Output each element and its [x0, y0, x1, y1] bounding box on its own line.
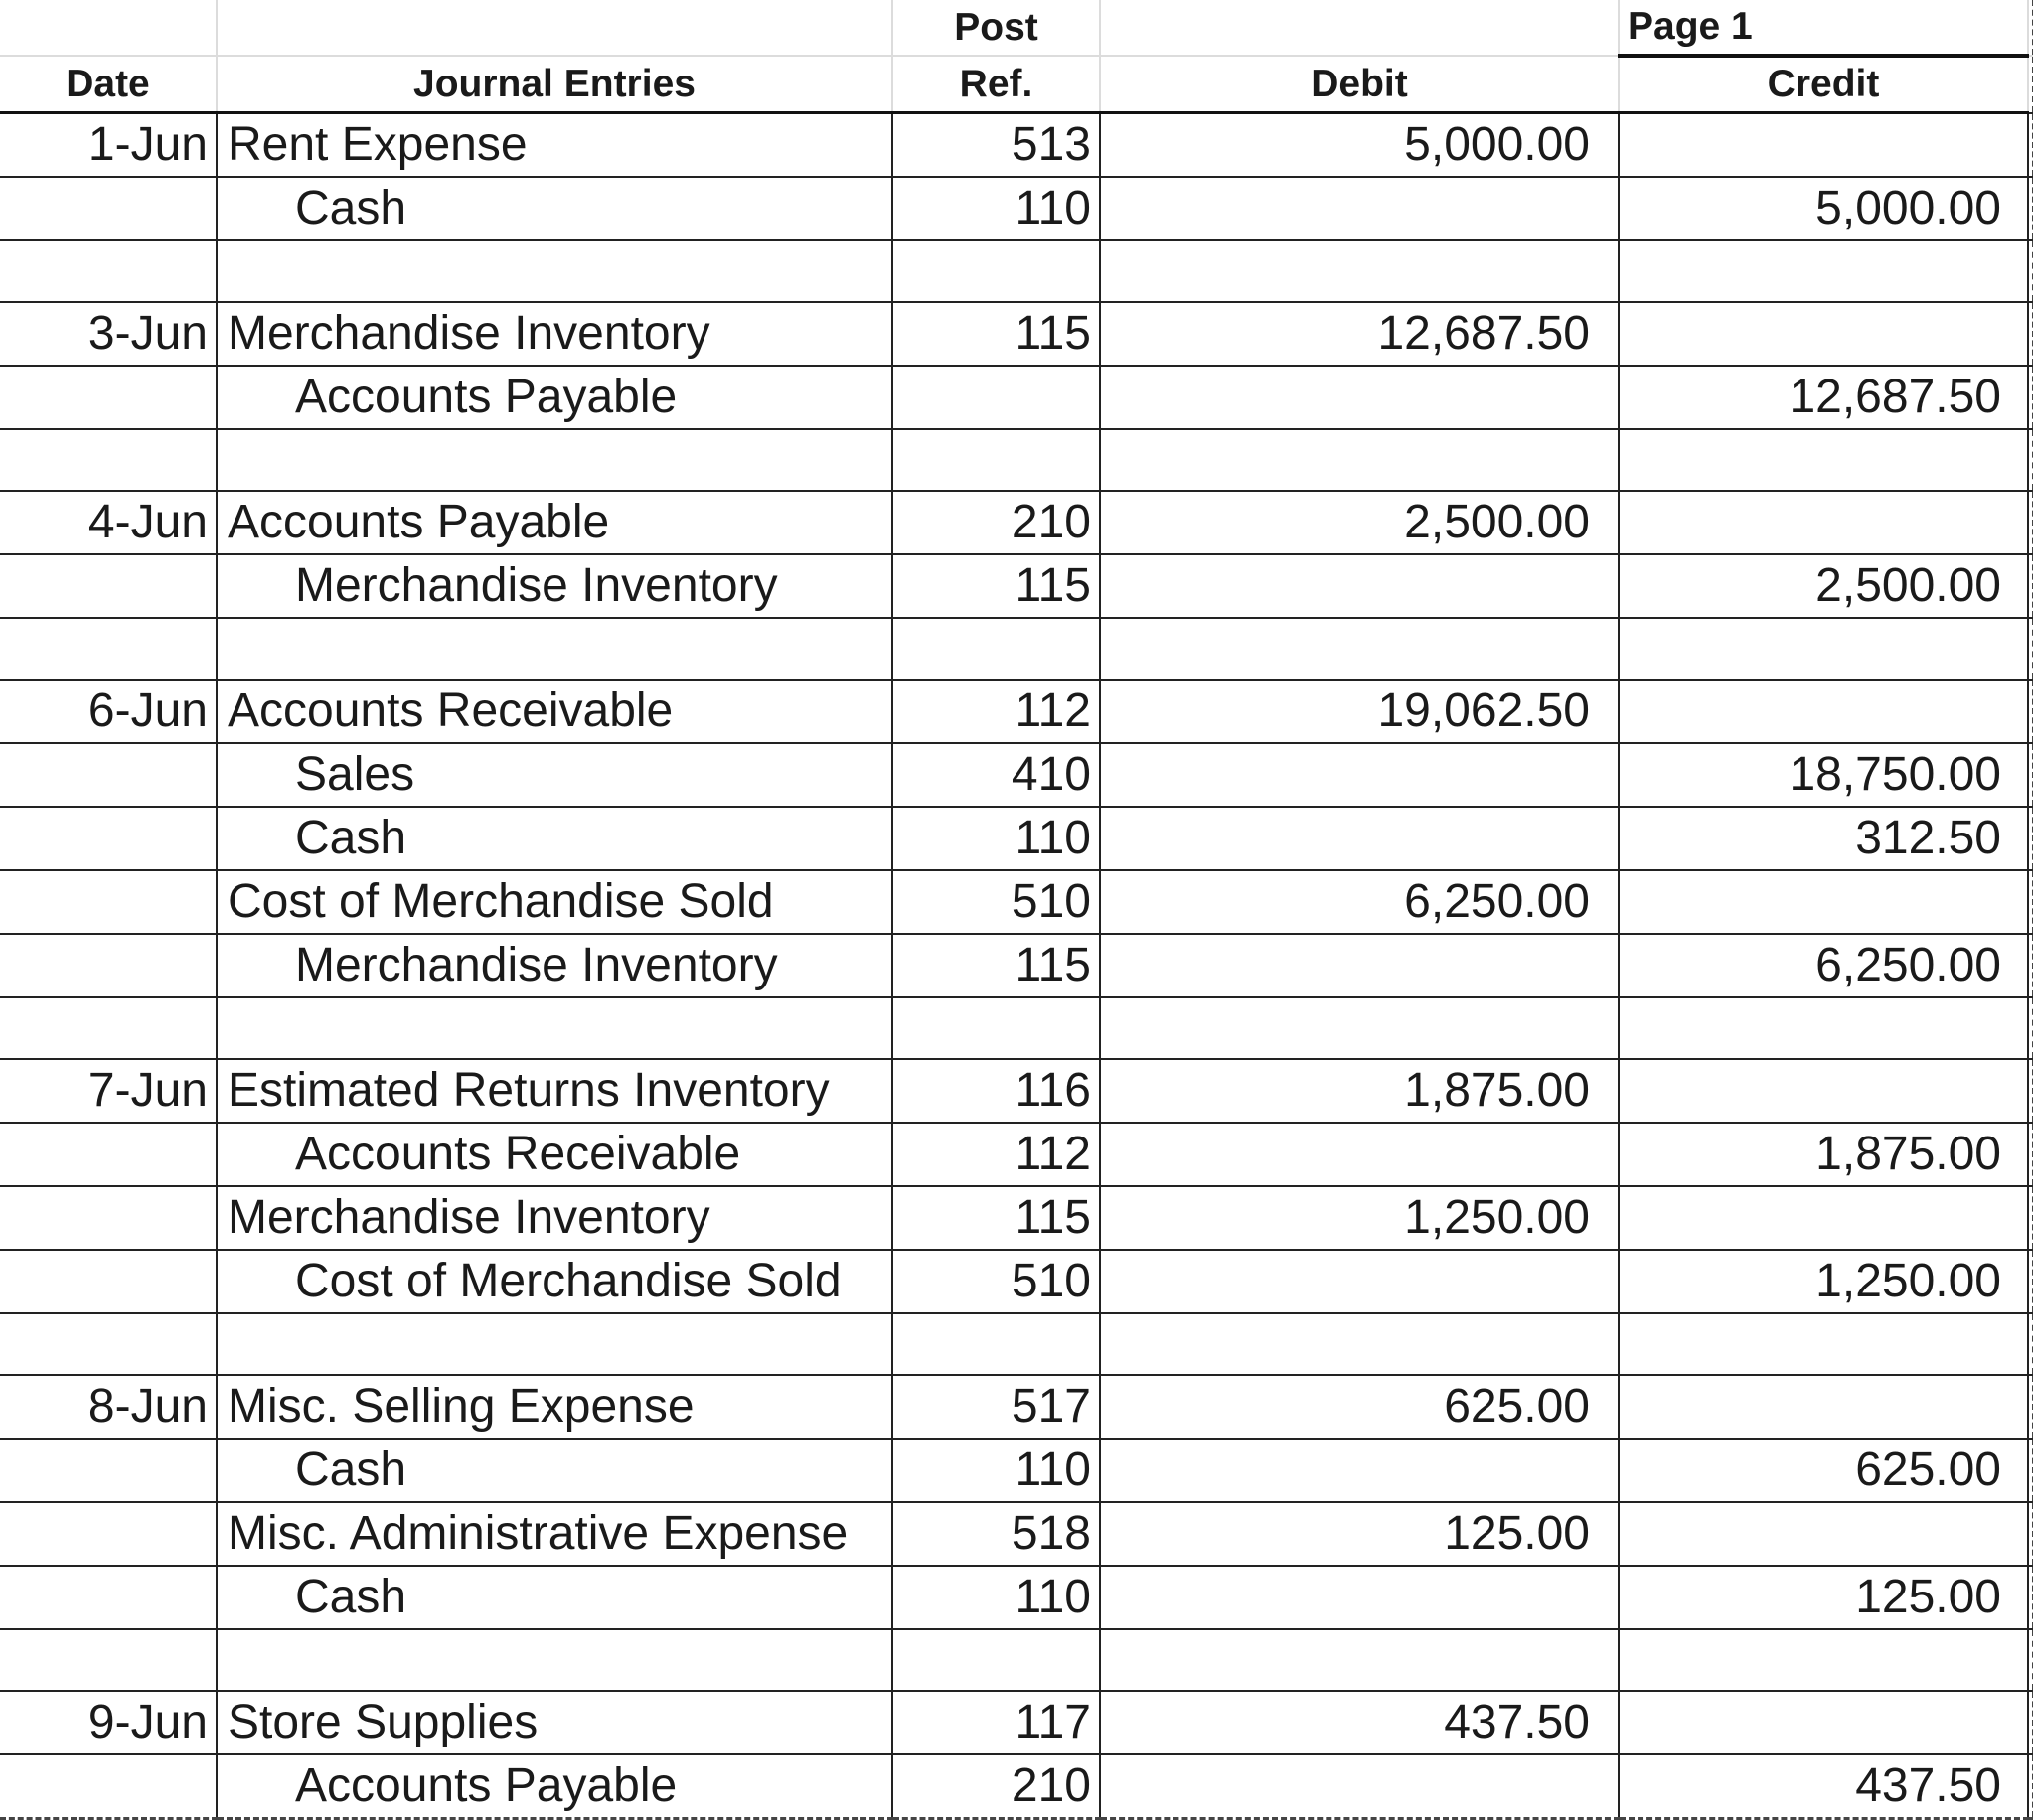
credit-cell: 437.50: [1619, 1754, 2028, 1819]
debit-account-name: Merchandise Inventory: [228, 307, 710, 360]
post-ref-cell: 115: [892, 1186, 1100, 1250]
post-ref-cell: 117: [892, 1691, 1100, 1754]
credit-account-name: Accounts Payable: [295, 371, 678, 423]
page-edge: [2028, 1375, 2033, 1439]
account-cell: [217, 1313, 892, 1375]
journal-row: [0, 870, 2033, 934]
account-cell: [217, 1629, 892, 1691]
post-ref-cell: 518: [892, 1502, 1100, 1566]
debit-cell: 1,250.00: [1100, 1186, 1619, 1250]
debit-cell: [1100, 1566, 1619, 1629]
date-cell: [0, 618, 217, 680]
page-edge: [2028, 113, 2033, 178]
credit-cell: [1619, 1629, 2028, 1691]
date-cell: [0, 1123, 217, 1186]
account-cell: [217, 1754, 892, 1819]
page-edge: [2028, 366, 2033, 429]
page-edge: [2028, 1250, 2033, 1313]
date-cell: [0, 429, 217, 491]
date-cell: 8-Jun: [0, 1375, 217, 1439]
credit-cell: [1619, 1691, 2028, 1754]
post-ref-cell: 112: [892, 1123, 1100, 1186]
credit-cell: [1619, 1313, 2028, 1375]
credit-cell: [1619, 618, 2028, 680]
post-ref-cell: 112: [892, 680, 1100, 743]
credit-account-name: Accounts Payable: [295, 1759, 678, 1812]
credit-cell: 312.50: [1619, 807, 2028, 870]
credit-account-name: Cash: [295, 182, 407, 234]
debit-cell: [1100, 429, 1619, 491]
credit-cell: 125.00: [1619, 1566, 2028, 1629]
header-cell-empty: [1100, 0, 1619, 56]
journal-row: [0, 1250, 2033, 1313]
page-edge: [2028, 1186, 2033, 1250]
credit-cell: [1619, 1186, 2028, 1250]
page-edge: [2028, 1059, 2033, 1123]
date-cell: [0, 807, 217, 870]
header-cell-empty: [217, 0, 892, 56]
debit-cell: [1100, 1313, 1619, 1375]
column-header-ref: Ref.: [892, 56, 1100, 113]
debit-cell: [1100, 554, 1619, 618]
header-cell-empty: [0, 0, 217, 56]
date-cell: [0, 177, 217, 240]
debit-cell: 125.00: [1100, 1502, 1619, 1566]
column-header-journal-entries: Journal Entries: [217, 56, 892, 113]
credit-cell: 1,250.00: [1619, 1250, 2028, 1313]
date-cell: [0, 1502, 217, 1566]
column-header-credit: Credit: [1619, 56, 2028, 113]
page-edge: [2028, 1123, 2033, 1186]
account-cell: [217, 554, 892, 618]
account-cell: [217, 177, 892, 240]
credit-cell: [1619, 302, 2028, 366]
debit-cell: [1100, 177, 1619, 240]
header-row-columns: [0, 56, 2033, 113]
post-ref-cell: [892, 1629, 1100, 1691]
blank-row: [0, 618, 2033, 680]
journal-row: [0, 807, 2033, 870]
account-cell: [217, 429, 892, 491]
page-edge: [2028, 177, 2033, 240]
date-cell: [0, 554, 217, 618]
page-edge: [2028, 491, 2033, 554]
post-ref-cell: [892, 429, 1100, 491]
debit-cell: [1100, 366, 1619, 429]
credit-cell: 2,500.00: [1619, 554, 2028, 618]
debit-account-name: Misc. Administrative Expense: [228, 1507, 849, 1560]
page-edge: [2028, 554, 2033, 618]
credit-account-name: Cost of Merchandise Sold: [295, 1255, 842, 1307]
journal-row: [0, 1123, 2033, 1186]
post-ref-cell: 410: [892, 743, 1100, 807]
debit-account-name: Rent Expense: [228, 118, 528, 171]
journal-row: [0, 554, 2033, 618]
date-cell: [0, 240, 217, 302]
post-ref-cell: 116: [892, 1059, 1100, 1123]
credit-cell: 1,875.00: [1619, 1123, 2028, 1186]
account-cell: [217, 240, 892, 302]
account-cell: [217, 870, 892, 934]
date-cell: [0, 997, 217, 1059]
journal-row: [0, 743, 2033, 807]
date-cell: [0, 934, 217, 997]
credit-cell: [1619, 113, 2028, 178]
page-edge: [2028, 934, 2033, 997]
credit-cell: [1619, 997, 2028, 1059]
credit-cell: [1619, 491, 2028, 554]
debit-account-name: Store Supplies: [228, 1696, 539, 1748]
date-cell: [0, 1629, 217, 1691]
blank-row: [0, 240, 2033, 302]
journal-row: [0, 177, 2033, 240]
date-cell: [0, 1439, 217, 1502]
credit-account-name: Accounts Receivable: [295, 1128, 741, 1180]
debit-account-name: Accounts Payable: [228, 496, 610, 548]
journal-row: [0, 113, 2033, 178]
account-cell: [217, 1439, 892, 1502]
page-edge: [2028, 743, 2033, 807]
page-number-label: Page 1: [1628, 5, 1753, 48]
debit-cell: 437.50: [1100, 1691, 1619, 1754]
date-cell: 4-Jun: [0, 491, 217, 554]
debit-cell: [1100, 807, 1619, 870]
journal-row: [0, 366, 2033, 429]
blank-row: [0, 1629, 2033, 1691]
account-cell: [217, 1059, 892, 1123]
account-cell: [217, 743, 892, 807]
debit-cell: [1100, 1629, 1619, 1691]
date-cell: 9-Jun: [0, 1691, 217, 1754]
post-ref-cell: [892, 618, 1100, 680]
debit-account-name: Estimated Returns Inventory: [228, 1064, 830, 1117]
post-ref-cell: 110: [892, 807, 1100, 870]
post-ref-cell: [892, 997, 1100, 1059]
credit-cell: [1619, 1375, 2028, 1439]
debit-cell: 19,062.50: [1100, 680, 1619, 743]
account-cell: [217, 366, 892, 429]
credit-cell: [1619, 1502, 2028, 1566]
debit-cell: [1100, 1754, 1619, 1819]
journal-row: [0, 1754, 2033, 1819]
page-edge: [2028, 302, 2033, 366]
post-ref-cell: 110: [892, 1566, 1100, 1629]
blank-row: [0, 429, 2033, 491]
page-edge: [2028, 1502, 2033, 1566]
account-cell: [217, 618, 892, 680]
page-edge: [2028, 997, 2033, 1059]
date-cell: [0, 1250, 217, 1313]
journal-row: [0, 680, 2033, 743]
date-cell: [0, 1754, 217, 1819]
credit-cell: [1619, 680, 2028, 743]
page-edge: [2028, 1629, 2033, 1691]
account-cell: [217, 680, 892, 743]
header-row-top: [0, 0, 2033, 56]
credit-account-name: Merchandise Inventory: [295, 939, 778, 991]
credit-account-name: Merchandise Inventory: [295, 559, 778, 612]
column-header-debit: Debit: [1100, 56, 1619, 113]
debit-cell: 2,500.00: [1100, 491, 1619, 554]
page-edge: [2028, 0, 2033, 56]
credit-account-name: Cash: [295, 1571, 407, 1623]
account-cell: [217, 302, 892, 366]
post-ref-cell: 115: [892, 302, 1100, 366]
account-cell: [217, 1186, 892, 1250]
debit-cell: [1100, 997, 1619, 1059]
debit-cell: 6,250.00: [1100, 870, 1619, 934]
post-ref-cell: 510: [892, 1250, 1100, 1313]
page-edge: [2028, 870, 2033, 934]
credit-cell: [1619, 240, 2028, 302]
post-ref-cell: 210: [892, 491, 1100, 554]
page-edge: [2028, 429, 2033, 491]
account-cell: [217, 113, 892, 178]
post-ref-cell: [892, 366, 1100, 429]
date-cell: [0, 1186, 217, 1250]
debit-cell: 625.00: [1100, 1375, 1619, 1439]
page-edge: [2028, 1439, 2033, 1502]
account-cell: [217, 1502, 892, 1566]
account-cell: [217, 997, 892, 1059]
account-cell: [217, 1123, 892, 1186]
journal-row: [0, 934, 2033, 997]
credit-cell: 625.00: [1619, 1439, 2028, 1502]
account-cell: [217, 1375, 892, 1439]
journal-row: [0, 302, 2033, 366]
credit-cell: 6,250.00: [1619, 934, 2028, 997]
credit-cell: 5,000.00: [1619, 177, 2028, 240]
post-ref-cell: 513: [892, 113, 1100, 178]
header-page-label: [1619, 0, 2028, 56]
journal-row: [0, 1059, 2033, 1123]
debit-account-name: Accounts Receivable: [228, 684, 674, 737]
header-post-label: Post: [892, 0, 1100, 56]
blank-row: [0, 1313, 2033, 1375]
debit-cell: 12,687.50: [1100, 302, 1619, 366]
date-cell: [0, 366, 217, 429]
account-cell: [217, 1566, 892, 1629]
journal-row: [0, 1691, 2033, 1754]
debit-cell: [1100, 1439, 1619, 1502]
date-cell: [0, 1566, 217, 1629]
page-edge: [2028, 56, 2033, 113]
page-edge: [2028, 240, 2033, 302]
page-edge: [2028, 1313, 2033, 1375]
journal-row: [0, 491, 2033, 554]
page-edge: [2028, 680, 2033, 743]
page-edge: [2028, 1566, 2033, 1629]
post-ref-cell: [892, 1313, 1100, 1375]
journal-row: [0, 1502, 2033, 1566]
date-cell: [0, 1313, 217, 1375]
account-cell: [217, 807, 892, 870]
post-ref-cell: 115: [892, 934, 1100, 997]
date-cell: 7-Jun: [0, 1059, 217, 1123]
debit-cell: [1100, 618, 1619, 680]
account-cell: [217, 934, 892, 997]
page-edge: [2028, 1691, 2033, 1754]
post-ref-cell: 115: [892, 554, 1100, 618]
date-cell: [0, 870, 217, 934]
journal-row: [0, 1566, 2033, 1629]
journal-row: [0, 1375, 2033, 1439]
debit-account-name: Merchandise Inventory: [228, 1191, 710, 1244]
post-ref-cell: [892, 240, 1100, 302]
post-ref-cell: 517: [892, 1375, 1100, 1439]
post-ref-cell: 110: [892, 177, 1100, 240]
credit-account-name: Sales: [295, 748, 415, 801]
credit-cell: [1619, 1059, 2028, 1123]
blank-row: [0, 997, 2033, 1059]
date-cell: 3-Jun: [0, 302, 217, 366]
page-edge: [2028, 618, 2033, 680]
account-cell: [217, 1691, 892, 1754]
credit-cell: 12,687.50: [1619, 366, 2028, 429]
date-cell: 1-Jun: [0, 113, 217, 178]
post-ref-cell: 510: [892, 870, 1100, 934]
journal-row: [0, 1186, 2033, 1250]
account-cell: [217, 491, 892, 554]
credit-cell: 18,750.00: [1619, 743, 2028, 807]
date-cell: 6-Jun: [0, 680, 217, 743]
debit-cell: [1100, 934, 1619, 997]
journal-row: [0, 1439, 2033, 1502]
post-ref-cell: 210: [892, 1754, 1100, 1819]
debit-cell: [1100, 743, 1619, 807]
date-cell: [0, 743, 217, 807]
credit-account-name: Cash: [295, 1443, 407, 1496]
debit-cell: 5,000.00: [1100, 113, 1619, 178]
debit-cell: [1100, 1250, 1619, 1313]
debit-account-name: Cost of Merchandise Sold: [228, 875, 774, 928]
page-edge: [2028, 1754, 2033, 1819]
debit-cell: 1,875.00: [1100, 1059, 1619, 1123]
account-cell: [217, 1250, 892, 1313]
credit-cell: [1619, 870, 2028, 934]
post-ref-cell: 110: [892, 1439, 1100, 1502]
debit-cell: [1100, 1123, 1619, 1186]
page-edge: [2028, 807, 2033, 870]
debit-cell: [1100, 240, 1619, 302]
credit-account-name: Cash: [295, 812, 407, 864]
column-header-date: Date: [0, 56, 217, 113]
debit-account-name: Misc. Selling Expense: [228, 1380, 695, 1433]
credit-cell: [1619, 429, 2028, 491]
